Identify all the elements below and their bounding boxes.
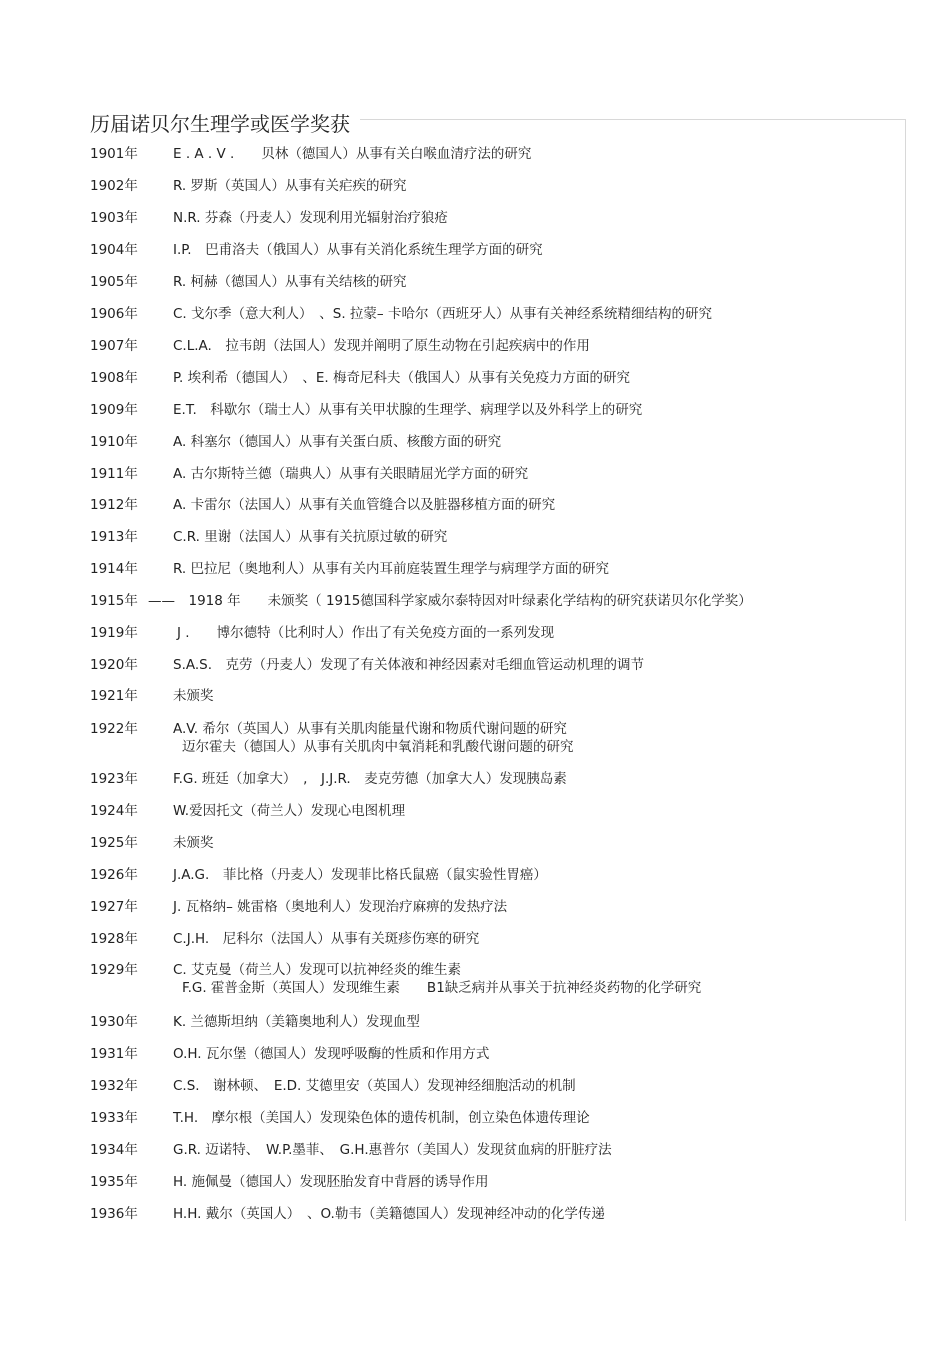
award-year: 1912年 xyxy=(90,497,138,513)
award-year: 1907年 xyxy=(90,338,138,354)
award-entry xyxy=(90,177,900,195)
award-year: 1906年 xyxy=(90,306,138,322)
award-description: I.P. 巴甫洛夫（俄国人）从事有关消化系统生理学方面的研究 xyxy=(173,242,543,258)
award-description: W.爱因托文（荷兰人）发现心电图机理 xyxy=(173,803,406,819)
award-year: 1931年 xyxy=(90,1046,138,1062)
award-entry xyxy=(90,1109,900,1127)
award-year: 1926年 xyxy=(90,867,138,883)
award-entry xyxy=(90,687,900,705)
award-entry xyxy=(90,1141,900,1159)
award-year: 1909年 xyxy=(90,402,138,418)
award-entry xyxy=(90,401,900,419)
award-description: K. 兰德斯坦纳（美籍奥地利人）发现血型 xyxy=(173,1014,420,1030)
award-description: J. 瓦格纳– 姚雷格（奥地利人）发现治疗麻痹的发热疗法 xyxy=(173,899,508,915)
award-entry xyxy=(90,592,900,610)
award-year: 1915年 xyxy=(90,593,138,609)
award-year: 1935年 xyxy=(90,1174,138,1190)
award-description: E.T. 科歇尔（瑞士人）从事有关甲状腺的生理学、病理学以及外科学上的研究 xyxy=(173,402,643,418)
award-entry xyxy=(90,720,900,756)
award-year: 1924年 xyxy=(90,803,138,819)
award-year: 1928年 xyxy=(90,931,138,947)
award-year: 1933年 xyxy=(90,1110,138,1126)
award-description: E . A . V . 贝林（德国人）从事有关白喉血清疗法的研究 xyxy=(173,146,532,162)
award-year: 1911年 xyxy=(90,466,138,482)
award-entry xyxy=(90,770,900,788)
award-description: A.V. 希尔（英国人）从事有关肌肉能量代谢和物质代谢问题的研究 xyxy=(173,721,567,737)
award-description-second-line: 迈尔霍夫（德国人）从事有关肌肉中氧消耗和乳酸代谢问题的研究 xyxy=(182,739,574,755)
award-entry xyxy=(90,1205,900,1223)
award-year: 1921年 xyxy=(90,688,138,704)
award-year: 1908年 xyxy=(90,370,138,386)
award-description: C. 艾克曼（荷兰人）发现可以抗神经炎的维生素 xyxy=(173,962,462,978)
award-year: 1902年 xyxy=(90,178,138,194)
award-description: 未颁奖 xyxy=(173,835,214,851)
award-description-second-line: F.G. 霍普金斯（英国人）发现维生素 B1缺乏病并从事关于抗神经炎药物的化学研究 xyxy=(182,980,702,996)
award-year: 1929年 xyxy=(90,962,138,978)
award-year: 1934年 xyxy=(90,1142,138,1158)
award-description: F.G. 班廷（加拿大） , J.J.R. 麦克劳德（加拿大人）发现胰岛素 xyxy=(173,771,567,787)
award-year: 1925年 xyxy=(90,835,138,851)
award-description: R. 柯赫（德国人）从事有关结核的研究 xyxy=(173,274,407,290)
award-year: 1914年 xyxy=(90,561,138,577)
award-description: C.L.A. 拉韦朗（法国人）发现并阐明了原生动物在引起疾病中的作用 xyxy=(173,338,590,354)
award-entry xyxy=(90,209,900,227)
award-year: 1927年 xyxy=(90,899,138,915)
award-year: 1936年 xyxy=(90,1206,138,1222)
award-entry xyxy=(90,465,900,483)
award-entry xyxy=(90,1013,900,1031)
award-year: 1905年 xyxy=(90,274,138,290)
award-description: A. 科塞尔（德国人）从事有关蛋白质、核酸方面的研究 xyxy=(173,434,502,450)
award-description: G.R. 迈诺特、 W.P.墨菲、 G.H.惠普尔（美国人）发现贫血病的肝脏疗法 xyxy=(173,1142,612,1158)
award-entry xyxy=(90,305,900,323)
award-entry xyxy=(90,241,900,259)
award-entry xyxy=(90,1045,900,1063)
award-year: 1922年 xyxy=(90,721,138,737)
award-description: N.R. 芬森（丹麦人）发现利用光辐射治疗狼疮 xyxy=(173,210,448,226)
award-entry xyxy=(90,1077,900,1095)
award-description: H.H. 戴尔（英国人） 、O.勒韦（美籍德国人）发现神经冲动的化学传递 xyxy=(173,1206,605,1222)
award-year: 1932年 xyxy=(90,1078,138,1094)
award-entry xyxy=(90,930,900,948)
award-description: T.H. 摩尔根（美国人）发现染色体的遗传机制，创立染色体遗传理论 xyxy=(173,1110,590,1126)
award-year: 1910年 xyxy=(90,434,138,450)
award-description: 未颁奖 xyxy=(173,688,214,704)
award-description: C.R. 里谢（法国人）从事有关抗原过敏的研究 xyxy=(173,529,448,545)
award-entry xyxy=(90,337,900,355)
award-entry xyxy=(90,496,900,514)
award-description: C.J.H. 尼科尔（法国人）从事有关斑疹伤寒的研究 xyxy=(173,931,480,947)
award-description: J . 博尔德特（比利时人）作出了有关免疫方面的一系列发现 xyxy=(177,625,555,641)
award-description: —— 1918 年 未颁奖（ 1915德国科学家威尔泰特因对叶绿素化学结构的研究获诺贝尔化学奖） xyxy=(148,593,752,609)
award-year: 1930年 xyxy=(90,1014,138,1030)
award-entry xyxy=(90,528,900,546)
award-year: 1904年 xyxy=(90,242,138,258)
award-entry xyxy=(90,145,900,163)
page-frame-top-line xyxy=(360,119,906,120)
award-entry xyxy=(90,656,900,674)
award-year: 1920年 xyxy=(90,657,138,673)
award-entry xyxy=(90,898,900,916)
award-entry xyxy=(90,433,900,451)
page-frame-right-line xyxy=(905,119,906,1221)
award-description: S.A.S. 克劳（丹麦人）发现了有关体液和神经因素对毛细血管运动机理的调节 xyxy=(173,657,645,673)
award-year: 1913年 xyxy=(90,529,138,545)
document-title: 历届诺贝尔生理学或医学奖获 xyxy=(90,112,350,136)
award-description: R. 巴拉尼（奥地利人）从事有关内耳前庭装置生理学与病理学方面的研究 xyxy=(173,561,609,577)
award-entry xyxy=(90,369,900,387)
award-year: 1919年 xyxy=(90,625,138,641)
award-description: H. 施佩曼（德国人）发现胚胎发育中背唇的诱导作用 xyxy=(173,1174,489,1190)
award-description: C. 戈尔季（意大利人） 、S. 拉蒙– 卡哈尔（西班牙人）从事有关神经系统精细结构的研究 xyxy=(173,306,712,322)
award-entry xyxy=(90,802,900,820)
award-year: 1923年 xyxy=(90,771,138,787)
award-description: R. 罗斯（英国人）从事有关疟疾的研究 xyxy=(173,178,407,194)
award-year: 1901年 xyxy=(90,146,138,162)
award-entry xyxy=(90,834,900,852)
award-description: P. 埃利希（德国人） 、E. 梅奇尼科夫（俄国人）从事有关免疫力方面的研究 xyxy=(173,370,630,386)
award-entry xyxy=(90,961,900,997)
award-entry xyxy=(90,273,900,291)
award-description: J.A.G. 菲比格（丹麦人）发现菲比格氏鼠癌（鼠实验性胃癌） xyxy=(173,867,547,883)
award-description: O.H. 瓦尔堡（德国人）发现呼吸酶的性质和作用方式 xyxy=(173,1046,490,1062)
award-entry xyxy=(90,624,900,642)
award-description: A. 卡雷尔（法国人）从事有关血管缝合以及脏器移植方面的研究 xyxy=(173,497,556,513)
award-entry xyxy=(90,866,900,884)
award-entry xyxy=(90,560,900,578)
award-description: C.S. 谢林顿、 E.D. 艾德里安（英国人）发现神经细胞活动的机制 xyxy=(173,1078,576,1094)
award-entry xyxy=(90,1173,900,1191)
award-year: 1903年 xyxy=(90,210,138,226)
award-description: A. 古尔斯特兰德（瑞典人）从事有关眼睛屈光学方面的研究 xyxy=(173,466,529,482)
